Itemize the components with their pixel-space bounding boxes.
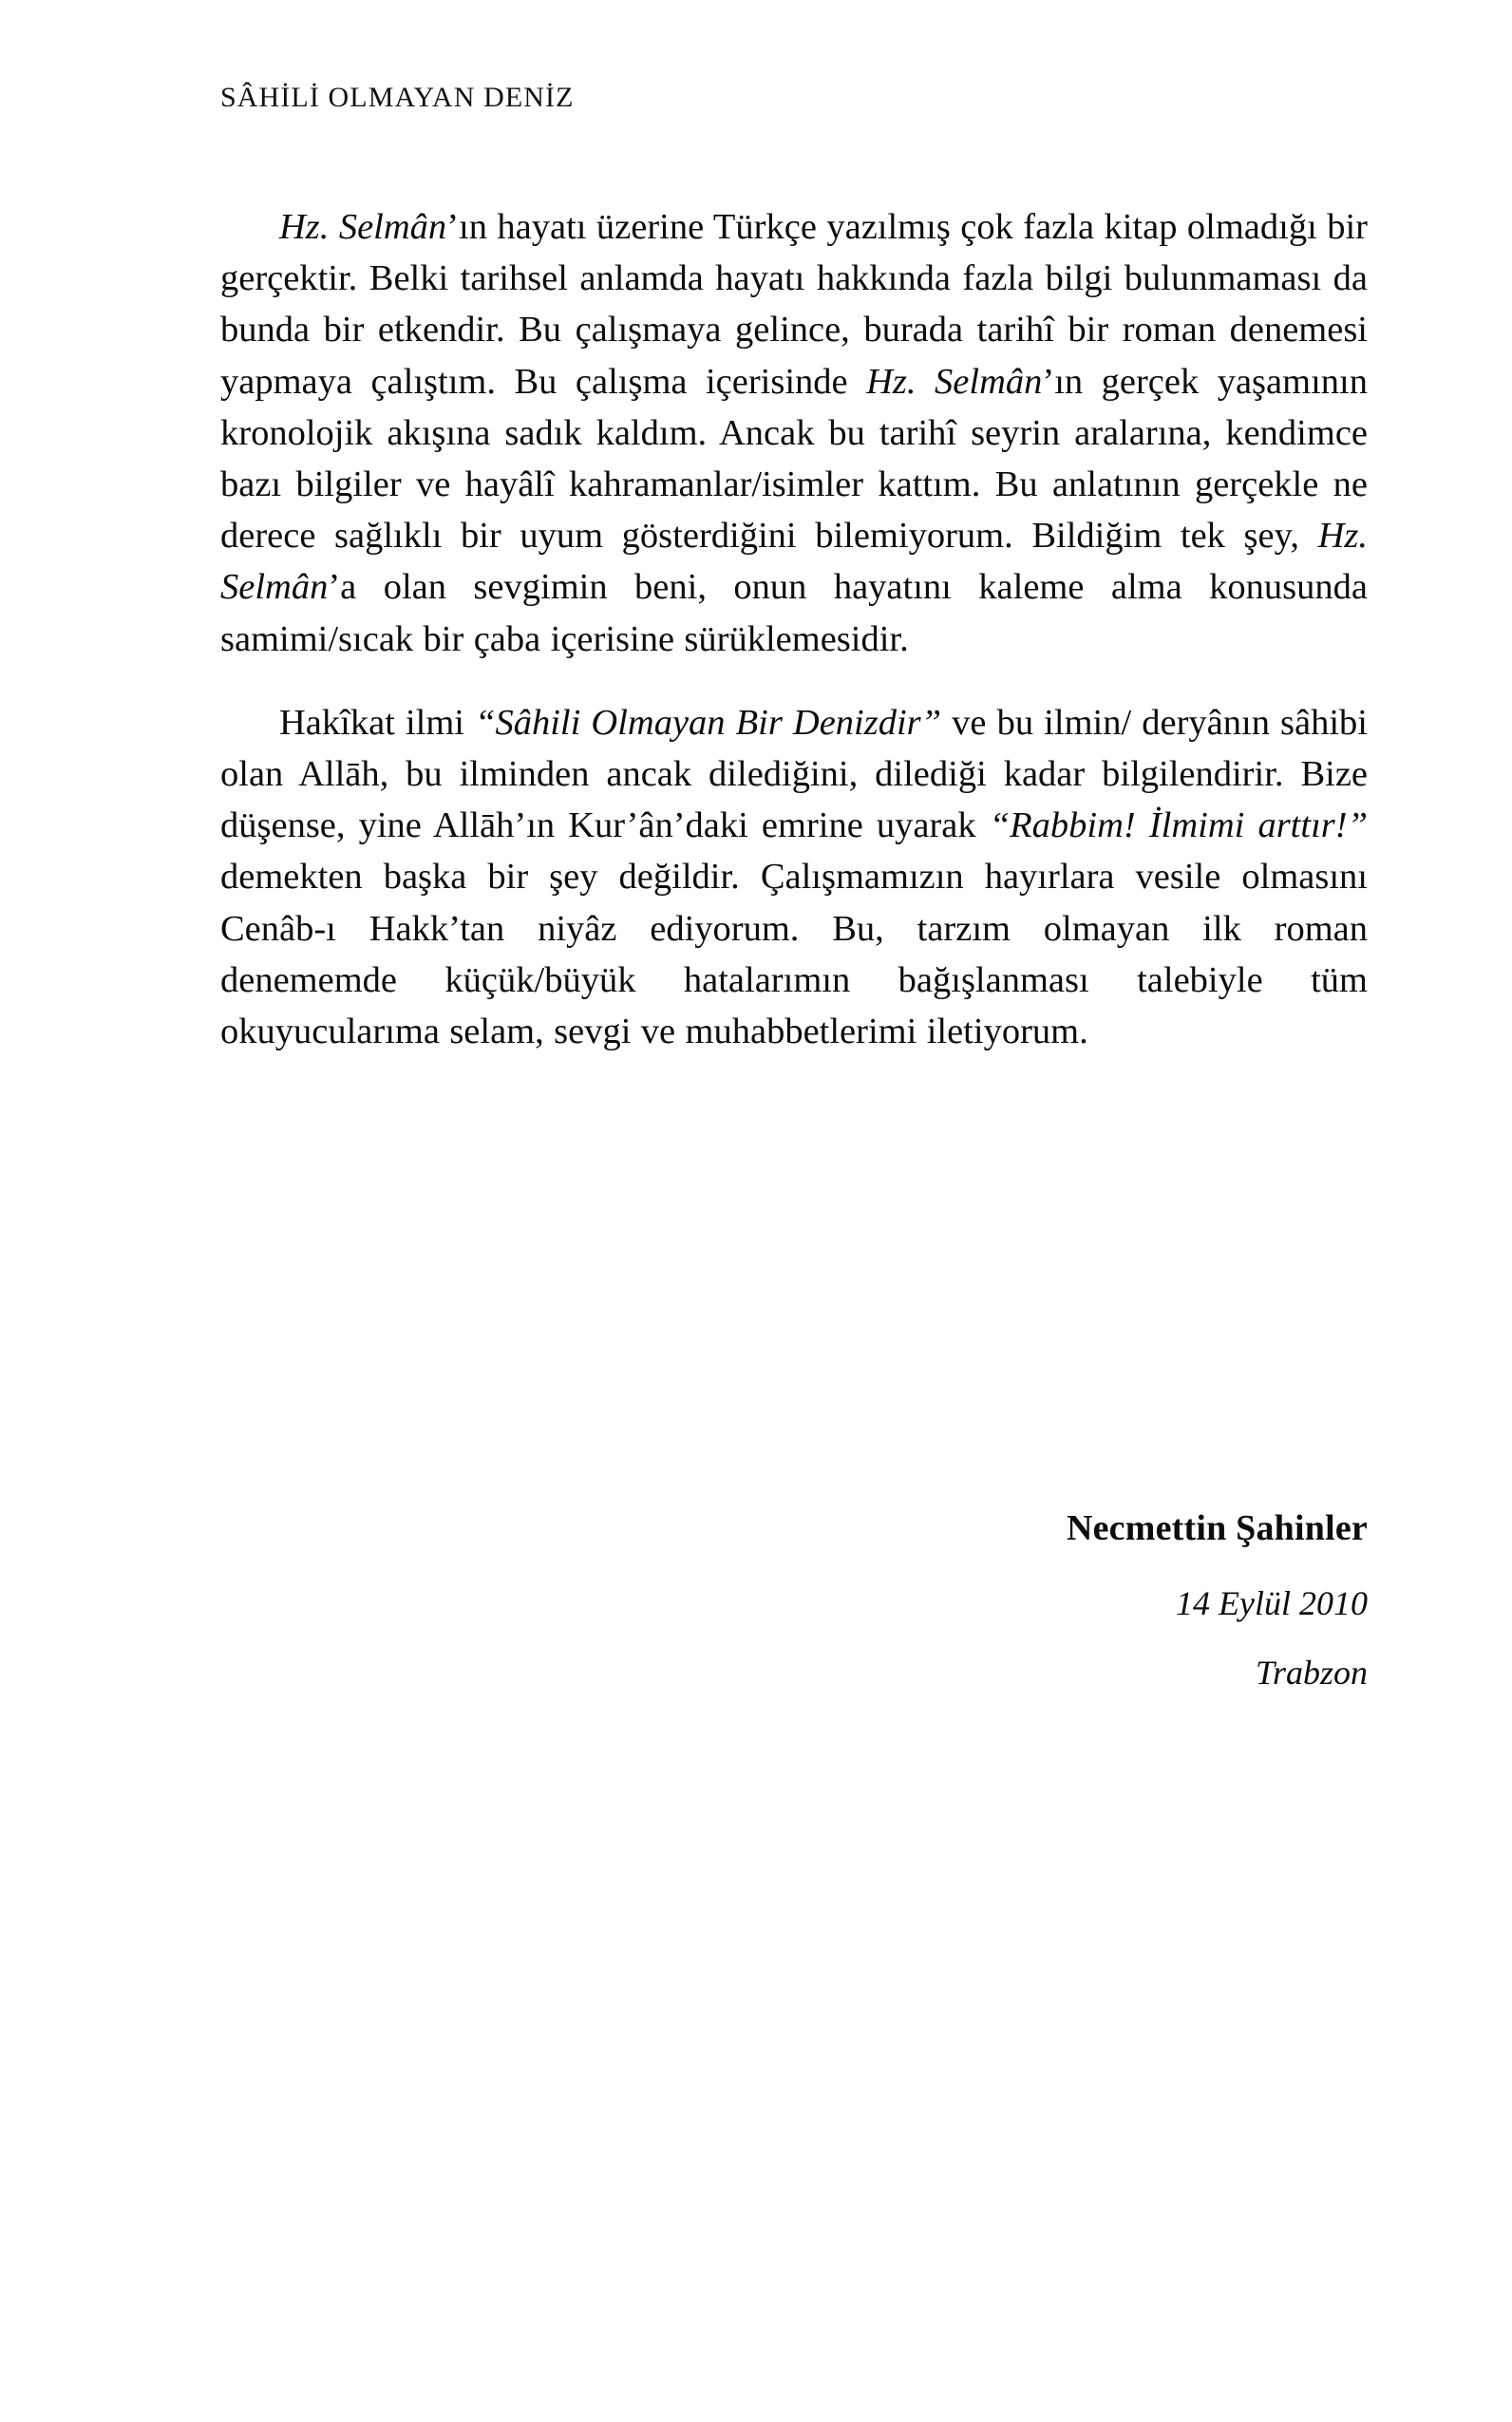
- paragraph-1-run-3: ’ın gerçek yaşamının kronolojik akışına sadık kaldım. Ancak bu tarihî seyrin aralarına, kendimce bazı bilgiler ve hayâlî kahramanlar/isimler kattım. Bu anlatının gerçekle ne derece sağlıklı bir uyum gösterdiğini bilemiyorum. Bildiğim tek şey,: [220, 361, 1368, 557]
- signature-place: Trabzon: [1255, 1654, 1368, 1693]
- paragraph-2: [220, 697, 1368, 1057]
- signature-author: Necmettin Şahinler: [1066, 1508, 1368, 1548]
- paragraph-2-run-1: “Sâhili Olmayan Bir Denizdir”: [475, 702, 942, 743]
- paragraph-1-run-4: Hz. Selmân: [220, 516, 1368, 608]
- paragraph-2-run-2: ve bu ilmin/ deryânın sâhibi olan Allāh, bu ilminden ancak dilediğini, dilediği kadar bilgilendirir. Bize düşense, yine Allāh’ın Kur’ân’daki emrine uyarak: [220, 702, 1368, 846]
- running-head: SÂHİLİ OLMAYAN DENİZ: [220, 82, 575, 113]
- signature-block: [220, 1508, 1368, 1693]
- signature-date: 14 Eylül 2010: [1176, 1583, 1368, 1622]
- paragraph-1-run-5: ’a olan sevgimin beni, onun hayatını kaleme alma konusunda samimi/sıcak bir çaba içerisine sürüklemesidir.: [220, 567, 1368, 659]
- paragraph-1-run-1: ’ın hayatı üzerine Türkçe yazılmış çok fazla kitap olmadığı bir gerçektir. Belki tarihsel anlamda hayatı hakkında fazla bilgi bulunmaması da bunda bir etkendir. Bu çalışmaya gelince, burada tarihî bir roman denemesi yapmaya çalıştım. Bu çalışma içerisinde: [220, 207, 1368, 402]
- paragraph-2-run-4: demekten başka bir şey değildir. Çalışmamızın hayırlara vesile olmasını Cenâb-ı Hakk’tan niyâz ediyorum. Bu, tarzım olmayan ilk roman denememde küçük/büyük hatalarımın bağışlanması talebiyle tüm okuyucularıma selam, sevgi ve muhabbetlerimi iletiyorum.: [220, 857, 1368, 1052]
- paragraph-2-run-3: “Rabbim! İlmimi arttır!”: [989, 805, 1368, 846]
- body-text-column: [220, 201, 1368, 1057]
- paragraph-1-run-2: Hz. Selmân: [866, 361, 1043, 402]
- paragraph-1-run-0: Hz. Selmân: [279, 207, 447, 247]
- paragraph-2-run-0: Hakîkat ilmi: [279, 702, 476, 743]
- paragraph-1: [220, 201, 1368, 665]
